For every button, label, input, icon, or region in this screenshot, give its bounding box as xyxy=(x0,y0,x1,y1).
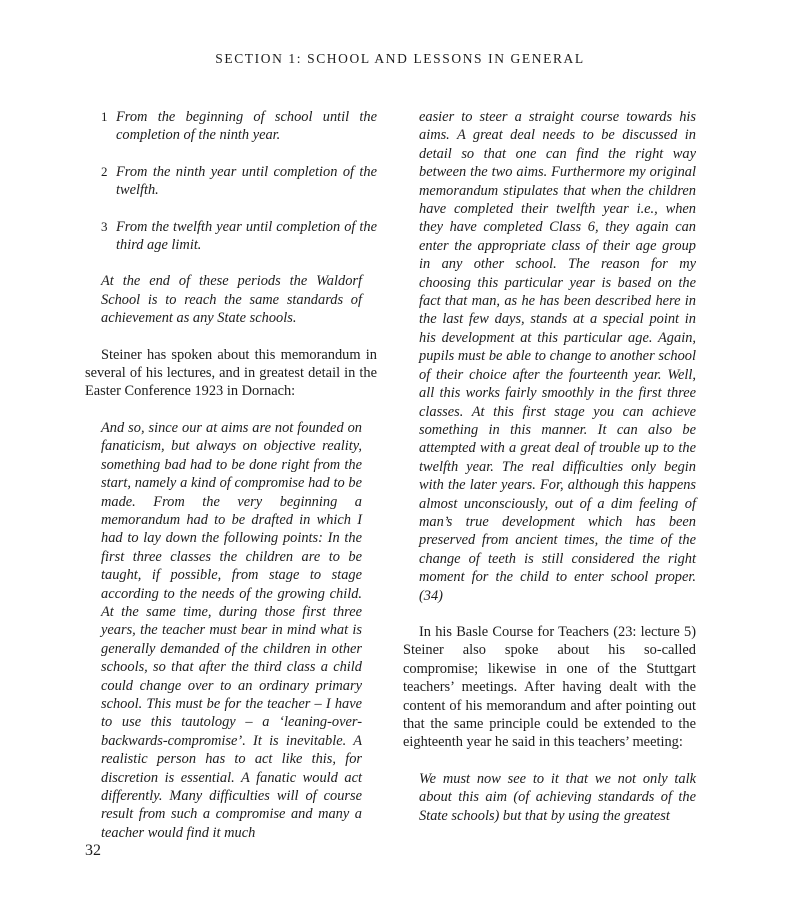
stage-number: 3 xyxy=(101,218,108,234)
stage-item-3 xyxy=(101,218,377,255)
stages-note: At the end of these periods the Waldorf School is to reach the same standards of achievement as any State schools. xyxy=(101,273,362,327)
stage-text: From the twelfth year until completion of the third age limit. xyxy=(116,218,377,254)
body-paragraph: In his Basle Course for Teachers (23: lecture 5) Steiner also spoke about his so-called compromise; likewise in one of the Stuttgart teachers’ meetings. After having dealt with the content of his memorandum and after pointing out that the same principle could be extended to the eighteenth year he said in this teachers’ meeting: xyxy=(403,623,696,751)
stage-item-1 xyxy=(101,108,377,145)
left-column xyxy=(85,108,377,842)
page-number: 32 xyxy=(85,842,101,859)
block-quote: And so, since our at aims are not founded on fanaticism, but always on objective reality, something bad had to be done right from the start, namely a kind of compromise had to be made. From the very beginning a memorandum had to be drafted in which I had to lay down the following points: In the first three classes the children are to be taught, if possible, from stage to stage according to the needs of the growing child. At the same time, during those first three years, the teacher must bear in mind what is generally demanded of the children in other schools, so that after the third class a child could change over to an ordinary primary school. This must be for the teacher – I have to use this tautology – a ‘leaning-over-backwards-compromise’. It is inevitable. A realistic person has to act like this, for discretion is essential. A fanatic would act differently. Many difficulties will of course result from such a compromise and many a teacher would find it much xyxy=(101,419,362,841)
body-paragraph: Steiner has spoken about this memorandum in several of his lectures, and in greatest detail in the Easter Conference 1923 in Dornach: xyxy=(85,346,377,400)
right-column xyxy=(403,108,696,825)
stage-item-2 xyxy=(101,163,377,200)
block-quote-continuation: easier to steer a straight course towards his aims. A great deal needs to be discussed in detail so that one can find the right way between the two aims. Furthermore my original memorandum stipulates that when the children have completed their twelfth year i.e., when they have completed Class 6, they again can enter the appropriate class of their age group in any other school. The reason for my choosing this particular year is based on the fact that man, as he has been described here in the last few days, stands at a special point in his development at this particular age. Again, pupils must be able to change to another school of their choice after the fourteenth year. Well, all this works fairly smoothly in the first three classes. At this first stage you can achieve something in this manner. It can also be attempted with a great deal of trouble up to the twelfth year. The real difficulties only begin with the later years. For, although this happens almost unconsciously, out of a dim feeling of man’s true development which has been preserved from ancient times, the time of the change of teeth is still considered the right moment for the child to enter school proper. (34) xyxy=(419,109,696,604)
block-quote: We must now see to it that we not only talk about this aim (of achieving standards of the State schools) but that by using the greatest xyxy=(419,770,696,824)
stage-text: From the beginning of school until the completion of the ninth year. xyxy=(116,109,377,144)
stages-list xyxy=(85,108,377,254)
stage-text: From the ninth year until completion of the twelfth. xyxy=(116,163,377,199)
running-head: SECTION 1: SCHOOL AND LESSONS IN GENERAL xyxy=(215,51,585,66)
stage-number: 2 xyxy=(101,163,108,179)
stage-number: 1 xyxy=(101,109,108,124)
